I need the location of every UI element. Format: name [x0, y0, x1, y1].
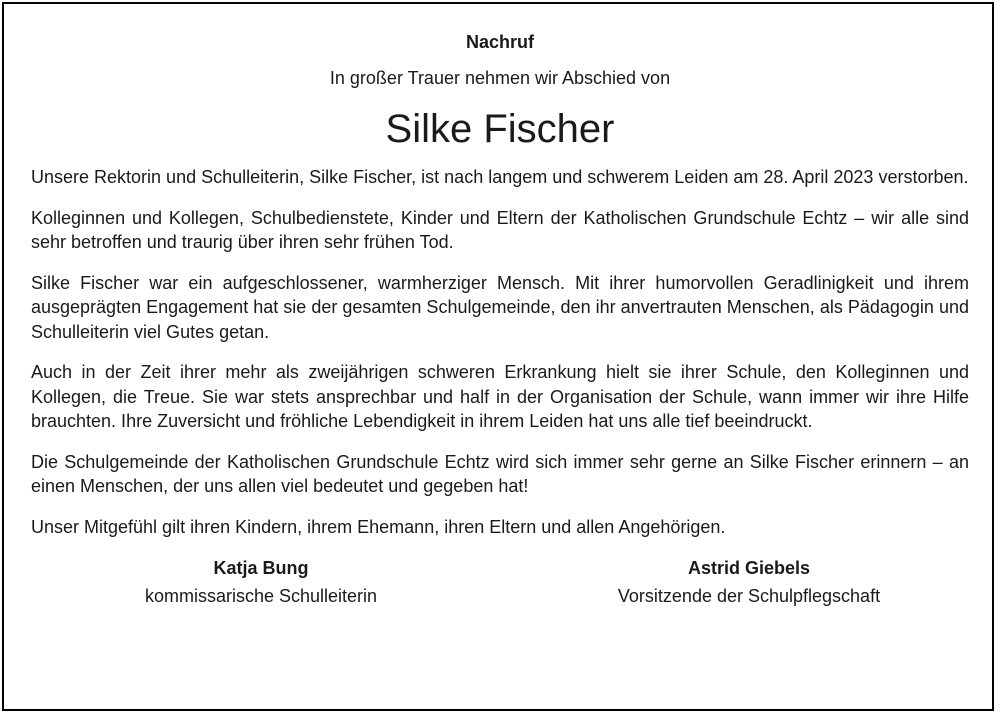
signatory-role: Vorsitzende der Schulpflegschaft: [617, 586, 881, 606]
obituary-notice: [31, 30, 969, 609]
paragraph-school-community: Kolleginnen und Kollegen, Schulbedienstete, Kinder und Eltern der Katholischen Grundschule Echtz – wir alle sind sehr betroffen und traurig über ihren sehr frühen Tod.: [31, 207, 969, 252]
paragraph-condolences: Unser Mitgefühl gilt ihren Kindern, ihrem Ehemann, ihren Eltern und allen Angehörigen.: [31, 516, 726, 537]
notice-heading: Nachruf: [465, 32, 534, 52]
paragraph-character: Silke Fischer war ein aufgeschlossener, warmherziger Mensch. Mit ihrer humorvollen Geradlinigkeit und ihrem ausgeprägten Engagement hat sie der gesamten Schulgemeinde, den ihr anvertrauten Menschen, als Pädagogin und Schulleiterin viel Gutes getan.: [31, 272, 969, 342]
signatory-name: Katja Bung: [213, 558, 309, 578]
paragraph-illness: Auch in der Zeit ihrer mehr als zweijährigen schweren Erkrankung hielt sie ihrer Schule, den Kolleginnen und Kollegen, die Treue. Sie war stets ansprechbar und half in der Organisation der Schule, wann immer wir ihre Hilfe brauchten. Ihre Zuversicht und fröhliche Lebendigkeit in ihrem Leiden hat uns alle tief beeindruckt.: [31, 362, 969, 431]
signatory-right: [529, 555, 969, 609]
signatory-role: kommissarische Schulleiterin: [144, 586, 378, 606]
paragraph-remembrance: Die Schulgemeinde der Katholischen Grundschule Echtz wird sich immer sehr gerne an Silke Fischer erinnern – an einen Menschen, der uns allen viel bedeutet und gegeben hat!: [31, 451, 969, 496]
signatory-left: [31, 555, 491, 609]
paragraph-death-announcement: Unsere Rektorin und Schulleiterin, Silke Fischer, ist nach langem und schwerem Leiden am 28. April 2023 verstorben.: [31, 167, 969, 187]
signatory-name: Astrid Giebels: [687, 558, 811, 578]
signatures: [31, 555, 969, 609]
notice-intro-line: In großer Trauer nehmen wir Abschied von: [329, 68, 671, 88]
deceased-name: Silke Fischer: [385, 107, 615, 151]
